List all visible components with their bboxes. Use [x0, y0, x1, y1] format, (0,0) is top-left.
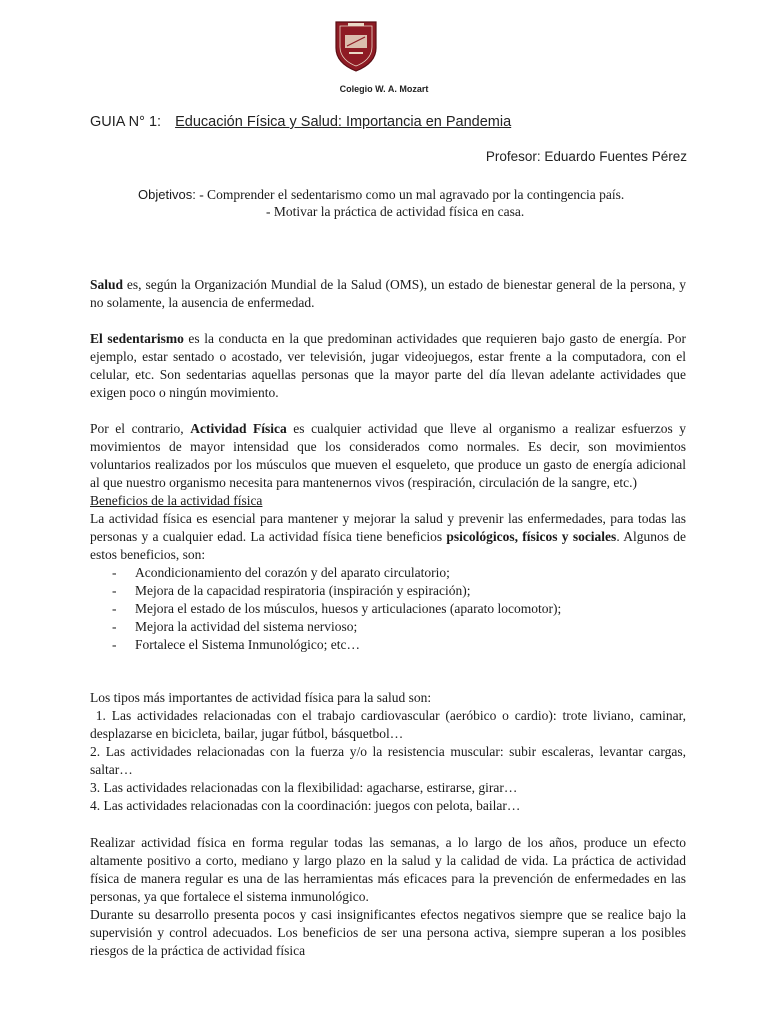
- objectives-label: Objetivos:: [138, 187, 196, 202]
- sedentarismo-text: es la conducta en la que predominan actividades que requieren bajo gasto de energía. Por ejemplo, estar sentado o acostado, ver televisión, jugar videojuegos, estar frente a la computadora, con el celular, etc. Son sedentarias aquellas personas que la mayor parte del día llevan adelante actividades que exigen poco o ningún movimiento.: [90, 331, 686, 400]
- list-item: - Mejora de la capacidad respiratoria (inspiración y espiración);: [112, 583, 471, 598]
- tipos-intro: Los tipos más importantes de actividad física para la salud son:: [90, 690, 432, 705]
- list-item: - Mejora el estado de los músculos, huesos y articulaciones (aparato locomotor);: [112, 601, 562, 616]
- guide-heading: [90, 114, 511, 130]
- section-sedentarismo: [90, 330, 686, 402]
- objective-2: - Motivar la práctica de actividad física en casa.: [266, 204, 525, 219]
- section-actividad: [90, 420, 686, 654]
- conclusion-paragraph-2: Durante su desarrollo presenta pocos y casi insignificantes efectos negativos siempre que se realice bajo la supervisión y control adecuados. Los beneficios de ser una persona activa, siempre superan a los posibles riesgos de la práctica de actividad física: [90, 907, 686, 958]
- actividad-text: es cualquier actividad que lleve al organismo a realizar esfuerzos y movimientos de mayor intensidad que los considerados como normales. Es decir, son movimientos voluntarios realizados por los músculos que mueven el esqueleto, que produce un gasto de energía adicional al que nuestro organismo necesita para mantenernos vivos (respiración, circulación de la sangre, etc.): [90, 421, 687, 490]
- section-salud: [90, 276, 686, 312]
- salud-text: es, según la Organización Mundial de la Salud (OMS), un estado de bienestar general de la persona, y no solamente, la ausencia de enfermedad.: [90, 277, 686, 310]
- list-item: - Acondicionamiento del corazón y del aparato circulatorio;: [112, 565, 450, 580]
- school-crest-logo: [333, 18, 379, 72]
- beneficios-after: . Algunos de estos beneficios, son:: [90, 529, 686, 562]
- actividad-intro: Por el contrario,: [90, 421, 191, 436]
- guide-number: GUIA N° 1:: [90, 114, 162, 130]
- term-actividad-fisica: Actividad Física: [190, 421, 287, 436]
- term-salud: Salud: [90, 277, 124, 292]
- tipos-item-4: 4. Las actividades relacionadas con la coordinación: juegos con pelota, bailar…: [90, 798, 521, 813]
- tipos-item-2: 2. Las actividades relacionadas con la fuerza y/o la resistencia muscular: subir escaleras, levantar cargas, saltar…: [90, 744, 686, 777]
- beneficios-heading: Beneficios de la actividad física: [90, 493, 263, 508]
- term-sedentarismo: El sedentarismo: [90, 331, 184, 346]
- beneficios-bold: psicológicos, físicos y sociales: [446, 529, 617, 544]
- tipos-item-1: 1. Las actividades relacionadas con el trabajo cardiovascular (aeróbico o cardio): trote liviano, caminar, desplazarse en bicicleta, bailar, jugar fútbol, básquetbol…: [90, 708, 690, 741]
- beneficios-intro: La actividad física es esencial para mantener y mejorar la salud y prevenir las enfermedades, para todas las personas y a cualquier edad. La actividad física tiene beneficios: [90, 511, 686, 544]
- list-item: - Fortalece el Sistema Inmunológico; etc…: [112, 637, 360, 652]
- list-item: - Mejora la actividad del sistema nervioso;: [112, 619, 358, 634]
- objective-1: - Comprender el sedentarismo como un mal agravado por la contingencia país.: [199, 187, 625, 202]
- section-conclusion: [90, 834, 686, 960]
- tipos-item-3: 3. Las actividades relacionadas con la flexibilidad: agacharse, estirarse, girar…: [90, 780, 518, 795]
- objectives-line-1: [138, 186, 624, 204]
- professor-line: Profesor: Eduardo Fuentes Pérez: [485, 149, 687, 164]
- school-name: Colegio W. A. Mozart: [339, 84, 429, 94]
- benefits-list: [90, 564, 686, 654]
- conclusion-paragraph-1: Realizar actividad física en forma regular todas las semanas, a lo largo de los años, produce un efecto altamente positivo a corto, mediano y largo plazo en la salud y la calidad de vida. La práctica de actividad física de manera regular es una de las herramientas más eficaces para la prevención de enfermedades en las personas, ya que fortalece el sistema inmunológico.: [90, 835, 686, 904]
- section-tipos: [90, 689, 690, 815]
- guide-title: Educación Física y Salud: Importancia en Pandemia: [175, 114, 512, 130]
